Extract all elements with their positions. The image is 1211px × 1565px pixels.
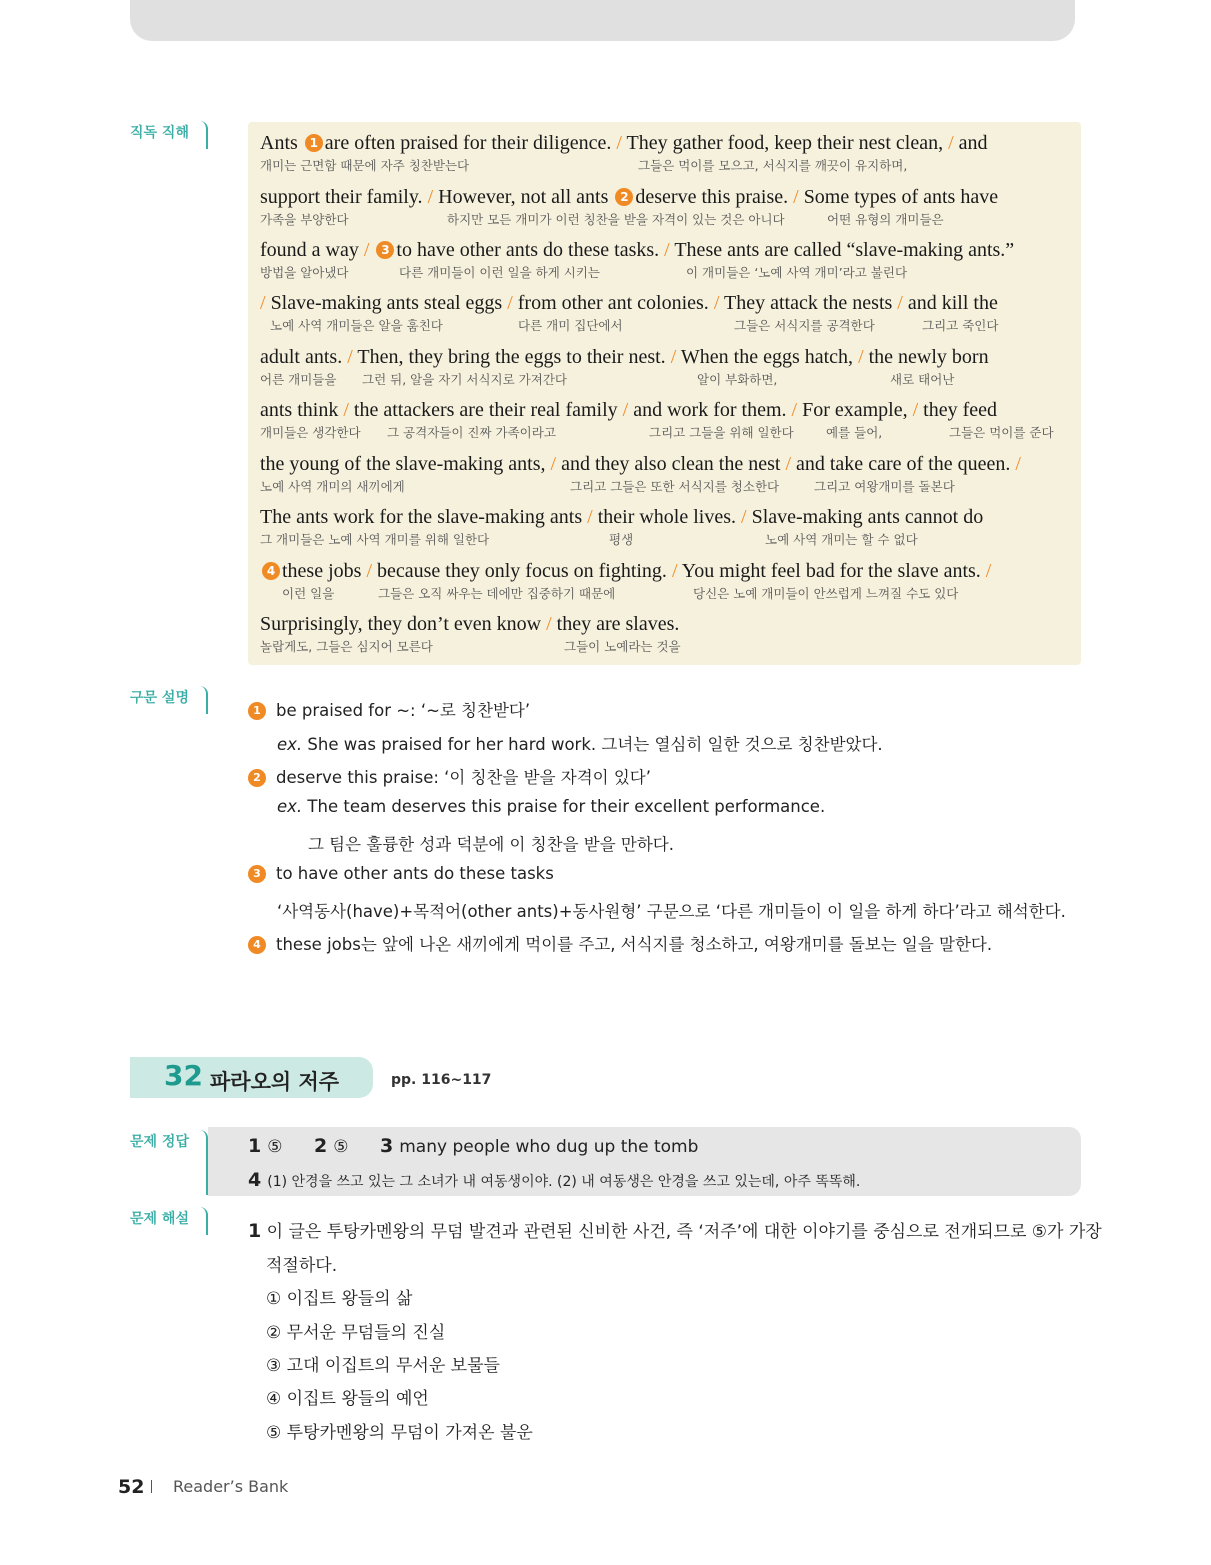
translation: 이 개미들은 ‘노예 사역 개미’라고 불린다	[686, 265, 908, 280]
answer-3: 3 many people who dug up the tomb	[380, 1135, 699, 1157]
translation: 놀랍게도, 그들은 심지어 모른다	[260, 639, 433, 654]
translation: 그들이 노예라는 것을	[564, 639, 681, 654]
grammar-item-4: 4 these jobs는 앞에 나온 새끼에게 먹이를 주고, 서식지를 청소하고, 여왕개미를 돌보는 일을 말한다.	[248, 931, 992, 955]
translation: 그들은 먹이를 준다	[949, 425, 1054, 440]
option-5: ⑤ 투탕카멘왕의 무덤이 가져온 불운	[266, 1423, 533, 1443]
translation: 그런 뒤, 알을 자기 서식지로 가져간다	[362, 372, 567, 387]
translation: 그들은 먹이를 모으고, 서식지를 깨끗이 유지하며,	[638, 158, 908, 173]
translation: 그리고 여왕개미를 돌본다	[814, 479, 955, 494]
marker-2: 2	[615, 188, 633, 206]
translation: 하지만 모든 개미가 이런 칭찬을 받을 자격이 있는 것은 아니다	[447, 212, 785, 227]
option-2: ② 무서운 무덤들의 진실	[266, 1323, 446, 1343]
grammar-marker-4: 4	[248, 936, 266, 954]
reading-text: The ants work for the slave-making ants / their whole lives. / Slave-making ants cannot do	[260, 506, 984, 528]
unit-title: 파라오의 저주	[210, 1070, 340, 1094]
translation: 그리고 그들은 또한 서식지를 청소한다	[570, 479, 780, 494]
marker-3: 3	[376, 241, 394, 259]
book-title: Reader’s Bank	[173, 1477, 289, 1496]
translation: 다른 개미들이 이런 일을 하게 시키는	[399, 265, 600, 280]
grammar-example-2: ex. The team deserves this praise for their excellent performance.	[277, 797, 826, 816]
translation: 이런 일을	[282, 586, 335, 601]
translation: 노예 사역 개미들은 알을 훔친다	[270, 318, 443, 333]
translation: 그 개미들은 노예 사역 개미를 위해 일한다	[260, 532, 490, 547]
explanation-line-2: 적절하다.	[266, 1256, 338, 1276]
unit-pages: pp. 116~117	[391, 1072, 492, 1088]
reading-box	[248, 122, 1081, 665]
translation: 알이 부화하면,	[697, 372, 778, 387]
top-header-bar	[130, 0, 1075, 41]
grammar-item-2: 2 deserve this praise: ‘이 칭찬을 받을 자격이 있다’	[248, 764, 651, 788]
reading-text: Ants 1 are often praised for their diligence. / They gather food, keep their nest clean, / and	[260, 132, 988, 154]
translation: 개미는 근면함 때문에 자주 칭찬받는다	[260, 158, 470, 173]
grammar-example-1: ex. She was praised for her hard work. 그녀는 열심히 일한 것으로 칭찬받았다.	[277, 735, 883, 754]
reading-text: adult ants. / Then, they bring the eggs to their nest. / When the eggs hatch, / the newly born	[260, 346, 989, 368]
grammar-item-3: 3 to have other ants do these tasks	[248, 864, 554, 883]
translation: 방법을 알아냈다	[260, 265, 349, 280]
explanation-line-1: 1 이 글은 투탕카멘왕의 무덤 발견과 관련된 신비한 사건, 즉 ‘저주’에 대한 이야기를 중심으로 전개되므로 ⑤가 가장	[248, 1220, 1102, 1242]
unit-number: 32	[164, 1059, 203, 1092]
translation: 그들은 오직 싸우는 데에만 집중하기 때문에	[378, 586, 616, 601]
grammar-marker-3: 3	[248, 865, 266, 883]
reading-text: / Slave-making ants steal eggs / from other ant colonies. / They attack the nests / and kill the	[260, 292, 998, 314]
reading-text: found a way / 3 to have other ants do these tasks. / These ants are called “slave-making ants.”	[260, 239, 1015, 261]
translation: 평생	[609, 532, 634, 547]
option-4: ④ 이집트 왕들의 예언	[266, 1389, 429, 1409]
marker-4: 4	[262, 562, 280, 580]
answer-2: 2 ⑤	[314, 1135, 349, 1157]
translation: 예를 들어,	[826, 425, 883, 440]
option-3: ③ 고대 이집트의 무서운 보물들	[266, 1356, 500, 1376]
answer-1: 1 ⑤	[248, 1135, 283, 1157]
grammar-example-2-translation: 그 팀은 훌륭한 성과 덕분에 이 칭찬을 받을 만하다.	[308, 835, 674, 854]
reading-text: ants think / the attackers are their real family / and work for them. / For example, / they feed	[260, 399, 998, 421]
translation: 그들은 서식지를 공격한다	[734, 318, 875, 333]
grammar-marker-2: 2	[248, 769, 266, 787]
translation: 그리고 죽인다	[922, 318, 999, 333]
unit-banner	[130, 1057, 373, 1098]
explanation-tag: 문제 해설	[130, 1207, 208, 1235]
translation: 당신은 노예 개미들이 안쓰럽게 느껴질 수도 있다	[693, 586, 959, 601]
reading-text: the young of the slave-making ants, / and they also clean the nest / and take care of the queen. /	[260, 453, 1021, 475]
grammar-tag: 구문 설명	[130, 686, 208, 714]
grammar-marker-1: 1	[248, 702, 266, 720]
answer-4: 4 (1) 안경을 쓰고 있는 그 소녀가 내 여동생이야. (2) 내 여동생은 안경을 쓰고 있는데, 아주 똑똑해.	[248, 1169, 861, 1191]
translation: 그리고 그들을 위해 일한다	[649, 425, 794, 440]
reading-text: 4 these jobs / because they only focus on fighting. / You might feel bad for the slave ants. /	[260, 560, 991, 583]
translation: 어른 개미들을	[260, 372, 337, 387]
translation: 개미들은 생각한다	[260, 425, 361, 440]
footer-separator	[151, 1480, 152, 1493]
answers-tag: 문제 정답	[130, 1130, 208, 1158]
marker-1: 1	[305, 134, 323, 152]
reading-text: Surprisingly, they don’t even know / they are slaves.	[260, 613, 680, 635]
grammar-explanation-3: ‘사역동사(have)+목적어(other ants)+동사원형’ 구문으로 ‘다른 개미들이 이 일을 하게 하다’라고 해석한다.	[277, 902, 1066, 921]
option-1: ① 이집트 왕들의 삶	[266, 1289, 413, 1309]
translation: 가족을 부양한다	[260, 212, 349, 227]
direct-reading-tag: 직독 직해	[130, 121, 208, 149]
translation: 다른 개미 집단에서	[518, 318, 623, 333]
translation: 그 공격자들이 진짜 가족이라고	[387, 425, 556, 440]
grammar-item-1: 1 be praised for ~: ‘~로 칭찬받다’	[248, 697, 530, 721]
translation: 어떤 유형의 개미들은	[827, 212, 944, 227]
reading-text: support their family. / However, not all ants 2 deserve this praise. / Some types of ants have	[260, 186, 999, 208]
translation: 새로 태어난	[890, 372, 955, 387]
page-number: 52	[118, 1476, 145, 1498]
translation: 노예 사역 개미는 할 수 없다	[765, 532, 918, 547]
translation: 노예 사역 개미의 새끼에게	[260, 479, 405, 494]
